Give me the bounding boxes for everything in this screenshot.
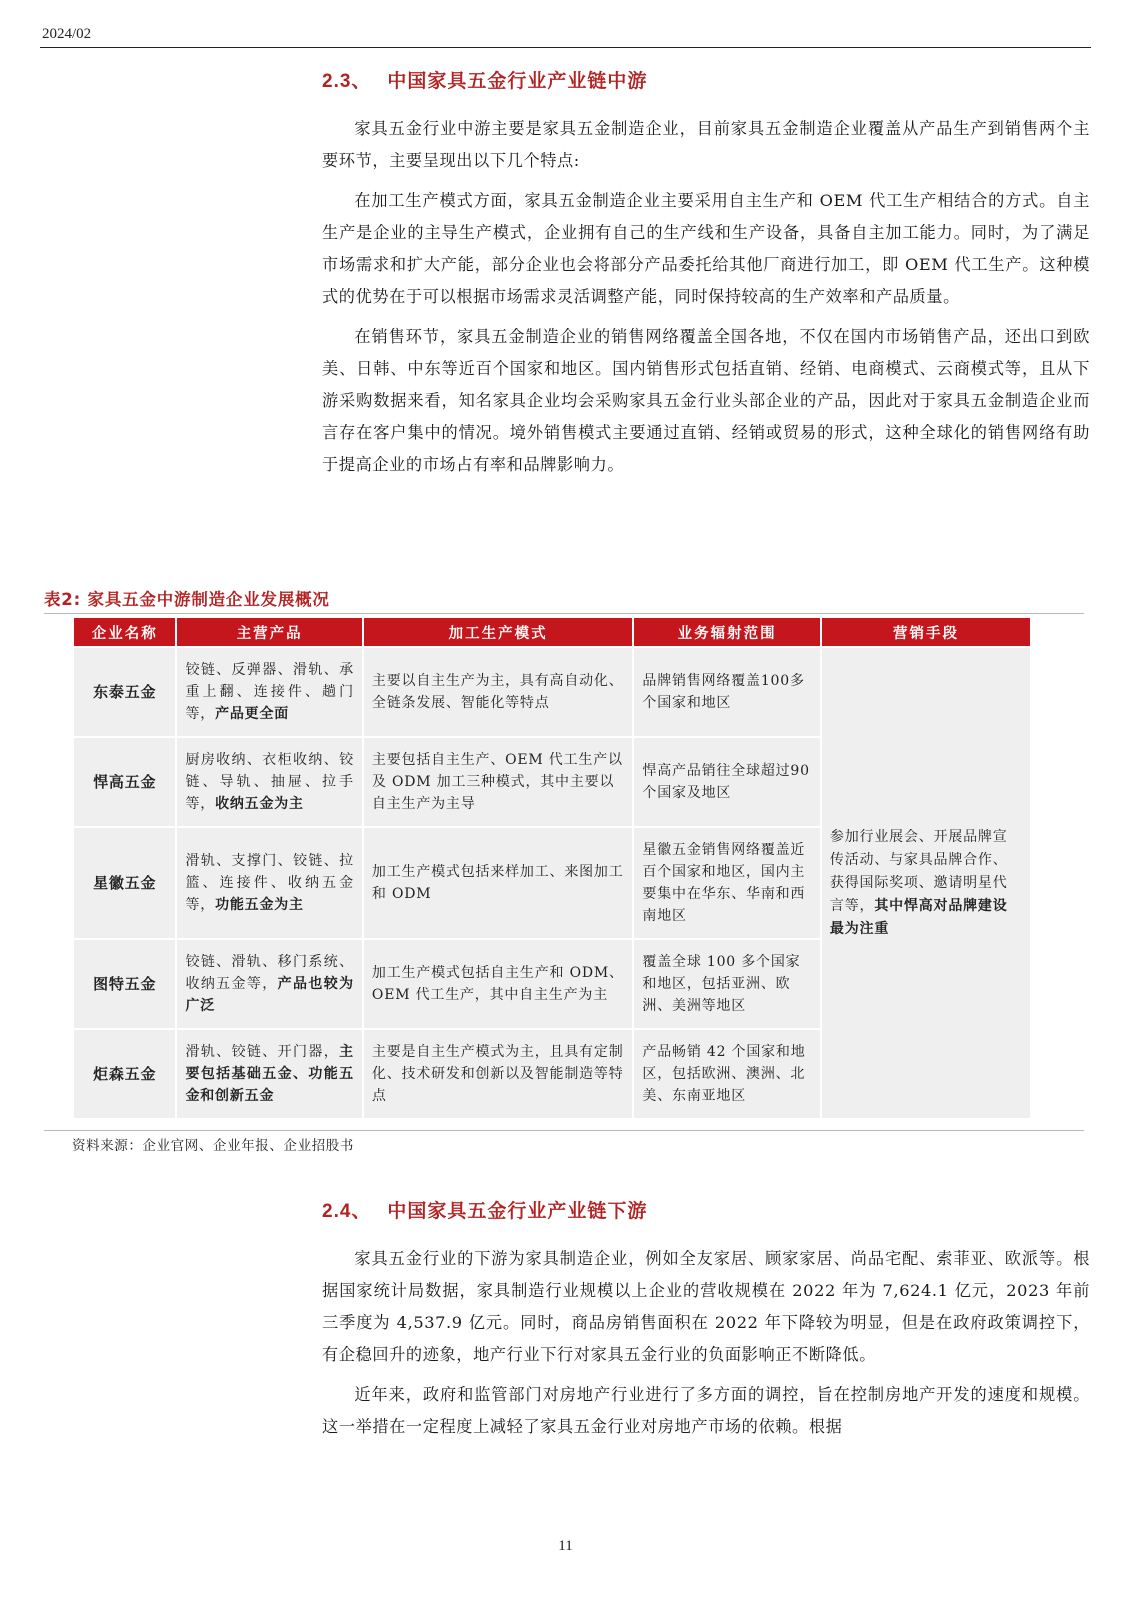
- section-number: 2.4、: [322, 1201, 372, 1222]
- column-header: 业务辐射范围: [634, 618, 820, 646]
- section-2-3-heading: [322, 66, 1090, 93]
- company-name: 悍高五金: [74, 738, 175, 826]
- table-header-row: [74, 618, 1030, 646]
- products-highlight: 产品也较为广泛: [185, 976, 354, 1014]
- paragraph: 在加工生产模式方面，家具五金制造企业主要采用自主生产和 OEM 代工生产相结合的方式。自主生产是企业的主导生产模式，企业拥有自己的生产线和生产设备，具备自主加工能力。同时，为了满足市场需求和扩大产能，部分企业也会将部分产品委托给其他厂商进行加工，即 OEM 代工生产。这种模式的优势在于可以根据市场需求灵活调整产能，同时保持较高的生产效率和产品质量。: [322, 191, 1090, 306]
- products-highlight: 产品更全面: [215, 706, 290, 722]
- main-products: [177, 1030, 361, 1118]
- section-number: 2.3、: [322, 71, 372, 92]
- paragraph: 近年来，政府和监管部门对房地产行业进行了多方面的调控，旨在控制房地产开发的速度和规模。这一举措在一定程度上减轻了家具五金行业对房地产市场的依赖。根据: [322, 1385, 1090, 1436]
- main-products: [177, 940, 361, 1028]
- paragraph: 家具五金行业的下游为家具制造企业，例如全友家居、顾家家居、尚品宅配、索菲亚、欧派等。根据国家统计局数据，家具制造行业规模以上企业的营收规模在 2022 年为 7,624.1 亿元，2023 年前三季度为 4,537.9 亿元。同时，商品房销售面积在 2022 年下降较为明显，但是在政府政策调控下，有企稳回升的迹象，地产行业下行对家具五金行业的负面影响正不断降低。: [322, 1249, 1090, 1364]
- business-scope: 品牌销售网络覆盖100多个国家和地区: [634, 648, 820, 736]
- page-number: 11: [558, 1538, 573, 1554]
- main-products: [177, 648, 361, 736]
- company-name: 图特五金: [74, 940, 175, 1028]
- company-name: 星徽五金: [74, 828, 175, 938]
- column-header: 营销手段: [822, 618, 1030, 646]
- marketing-highlight: 其中悍高对品牌建设最为注重: [829, 897, 1008, 937]
- section-2-4-heading: [322, 1196, 1090, 1223]
- section-2-3: [322, 66, 1090, 489]
- products-text: 滑轨、铰链、开门器，: [185, 1044, 340, 1060]
- products-highlight: 功能五金为主: [215, 897, 304, 913]
- company-overview-table: [72, 616, 1032, 1120]
- section-title: 中国家具五金行业产业链中游: [387, 70, 648, 92]
- section-title: 中国家具五金行业产业链下游: [387, 1200, 648, 1222]
- products-text: 厨房收纳、衣柜收纳、铰链、导轨、抽屉、拉手等，: [185, 752, 354, 812]
- production-mode: 加工生产模式包括来样加工、来图加工和 ODM: [364, 828, 633, 938]
- section-2-4: [322, 1196, 1090, 1451]
- table-row: [74, 648, 1030, 736]
- table-caption: 表2: 家具五金中游制造企业发展概况: [44, 590, 330, 609]
- header-rule: [40, 47, 1091, 48]
- products-text: 铰链、反弹器、滑轨、承重上翻、连接件、趟门等，: [185, 662, 354, 722]
- marketing-methods: [822, 648, 1030, 1118]
- table-source-note: 资料来源：企业官网、企业年报、企业招股书: [72, 1138, 354, 1154]
- paragraph: 在销售环节，家具五金制造企业的销售网络覆盖全国各地，不仅在国内市场销售产品，还出口到欧美、日韩、中东等近百个国家和地区。国内销售形式包括直销、经销、电商模式、云商模式等，且从下游采购数据来看，知名家具企业均会采购家具五金行业头部企业的产品，因此对于家具五金制造企业而言存在客户集中的情况。境外销售模式主要通过直销、经销或贸易的形式，这种全球化的销售网络有助于提高企业的市场占有率和品牌影响力。: [322, 327, 1090, 474]
- column-header: 主营产品: [177, 618, 361, 646]
- column-header: 加工生产模式: [364, 618, 633, 646]
- marketing-text: 参加行业展会、开展品牌宣传活动、与家具品牌合作、获得国际奖项、邀请明星代言等，: [829, 828, 1008, 914]
- table-bottom-rule: [44, 1130, 1084, 1131]
- products-text: 铰链、滑轨、移门系统、收纳五金等，: [185, 954, 354, 992]
- main-products: [177, 738, 361, 826]
- business-scope: 产品畅销 42 个国家和地区，包括欧洲、澳洲、北美、东南亚地区: [634, 1030, 820, 1118]
- production-mode: 加工生产模式包括自主生产和 ODM、OEM 代工生产，其中自主生产为主: [364, 940, 633, 1028]
- company-name: 东泰五金: [74, 648, 175, 736]
- table-top-rule: [44, 613, 1084, 614]
- products-highlight: 主要包括基础五金、功能五金和创新五金: [185, 1044, 354, 1104]
- report-date: 2024/02: [42, 26, 92, 42]
- company-name: 炬森五金: [74, 1030, 175, 1118]
- products-highlight: 收纳五金为主: [215, 796, 304, 812]
- business-scope: 覆盖全球 100 多个国家和地区，包括亚洲、欧洲、美洲等地区: [634, 940, 820, 1028]
- production-mode: 主要以自主生产为主，具有高自动化、全链条发展、智能化等特点: [364, 648, 633, 736]
- paragraph: 家具五金行业中游主要是家具五金制造企业，目前家具五金制造企业覆盖从产品生产到销售两个主要环节，主要呈现出以下几个特点:: [322, 119, 1090, 170]
- products-text: 滑轨、支撑门、铰链、拉篮、连接件、收纳五金等，: [185, 853, 354, 913]
- production-mode: 主要包括自主生产、OEM 代工生产以及 ODM 加工三种模式，其中主要以自主生产为主导: [364, 738, 633, 826]
- production-mode: 主要是自主生产模式为主，且具有定制化、技术研发和创新以及智能制造等特点: [364, 1030, 633, 1118]
- main-products: [177, 828, 361, 938]
- business-scope: 悍高产品销往全球超过90个国家及地区: [634, 738, 820, 826]
- business-scope: 星徽五金销售网络覆盖近百个国家和地区，国内主要集中在华东、华南和西南地区: [634, 828, 820, 938]
- column-header: 企业名称: [74, 618, 175, 646]
